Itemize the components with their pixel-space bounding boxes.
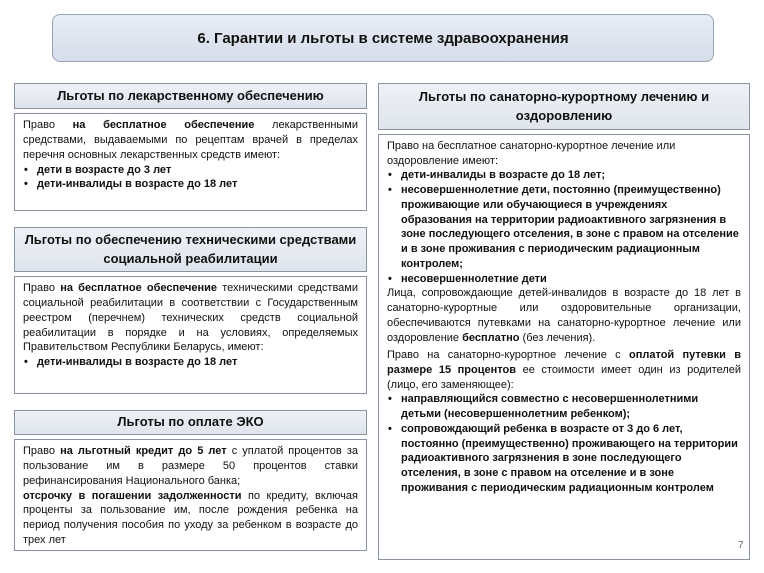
text-run: ее стоимости имеет один из родителей (лицо, его заменяющее):: [387, 364, 741, 391]
card-heading-text: Льготы по оплате ЭКО: [117, 414, 264, 430]
paragraph: [23, 281, 358, 355]
card-body: [378, 134, 750, 560]
paragraph: [23, 444, 358, 489]
paragraph: Право на бесплатное санаторно-курортное лечение или оздоровление имеют:: [387, 140, 676, 167]
card-heading: [14, 410, 367, 435]
text-run: Право: [23, 282, 61, 294]
text-run-bold: на бесплатное обеспечение: [72, 119, 255, 131]
page-number: 7: [738, 540, 744, 551]
list-item: • дети-инвалиды в возрасте до 18 лет;: [387, 168, 741, 183]
list-item: • дети-инвалиды в возрасте до 18 лет: [23, 355, 358, 370]
text-run: по кредиту, включая проценты за пользование им, после рождения ребенка на период получения пособия по уходу за ребенком в возрасте до трех лет: [23, 489, 358, 547]
card-body: [14, 113, 367, 211]
card-technical-means-benefits: [14, 227, 367, 394]
list-item: • несовершеннолетние дети, постоянно (преимущественно) проживающие или обучающиеся в учреждениях образования на территории радиоактивного загрязнения в зоне последующего отселения, в зоне с правом на отселение и в зоне проживания с периодическим радиационным контролем;: [387, 183, 741, 271]
card-heading: [378, 83, 750, 130]
bullet-list: [23, 355, 358, 370]
card-heading: [14, 227, 367, 272]
list-item: • несовершеннолетние дети: [387, 272, 741, 287]
card-medication-benefits: [14, 83, 367, 211]
list-item: • дети-инвалиды в возрасте до 18 лет: [23, 177, 358, 192]
text-run: с уплатой процентов за пользование им в размере 50 процентов ставки рефинансирования Национального банка;: [23, 445, 358, 487]
text-run: Лица, сопровождающие детей-инвалидов в возрасте до 18 лет в санаторно-курортные или оздоровительные организации, обеспечиваются путевками на санаторно-курортное лечение или оздоровление: [387, 287, 741, 344]
list-item: • дети в возрасте до 3 лет: [23, 163, 358, 178]
bullet-list: [387, 392, 741, 495]
bullet-list: [387, 168, 741, 286]
text-run-bold: на бесплатное обеспечение: [60, 282, 218, 294]
text-run: (без лечения).: [519, 331, 596, 344]
list-item: • направляющийся совместно с несовершеннолетними детьми (несовершеннолетним ребенком);: [387, 392, 741, 421]
paragraph: [387, 286, 741, 345]
slide-title: [52, 14, 714, 62]
text-run-bold: отсрочку в погашении задолженности: [23, 489, 242, 502]
paragraph: [23, 118, 358, 163]
text-run: Право: [23, 119, 73, 131]
text-run: Право: [23, 445, 61, 457]
slide-title-text: 6. Гарантии и льготы в системе здравоохранения: [197, 29, 569, 47]
card-heading-text: Льготы по лекарственному обеспечению: [57, 87, 324, 103]
card-body: [14, 439, 367, 551]
card-heading-text: Льготы по обеспечению техническими средствами социальной реабилитации: [24, 231, 357, 266]
paragraph: [387, 348, 741, 392]
text-run-bold: бесплатно: [462, 331, 520, 344]
paragraph: [23, 489, 358, 548]
text-run: лекарственными средствами, выдаваемыми по рецептам врачей в пределах перечня основных лекарственных средств имеют:: [23, 119, 359, 161]
card-sanatorium-benefits: [378, 83, 750, 560]
text-run: техническими средствами социальной реабилитации в соответствии с Государственным реестром (перечнем) технических средств социальной реабилитации в порядке и на условиях, определяемых Правительством Республики Беларусь, имеют:: [23, 282, 358, 354]
bullet-list: [23, 163, 358, 193]
card-heading: [14, 83, 367, 109]
card-body: [14, 276, 367, 394]
text-run-bold: оплатой путевки в размере 15 процентов: [387, 349, 742, 377]
text-run-bold: на льготный кредит до 5 лет: [60, 445, 227, 457]
list-item: • сопровождающий ребенка в возрасте от 3 до 6 лет, постоянно (преимущественно) проживающего на территории радиоактивного загрязнения в зоне последующего отселения, в зоне с правом на отселение и в зоне проживания с периодическим радиационным контролем: [387, 422, 741, 496]
card-heading-text: Льготы по санаторно-курортному лечению и оздоровлению: [418, 88, 710, 123]
text-run: Право на санаторно-курортное лечение с: [387, 349, 629, 362]
card-ivf-benefits: [14, 410, 367, 551]
